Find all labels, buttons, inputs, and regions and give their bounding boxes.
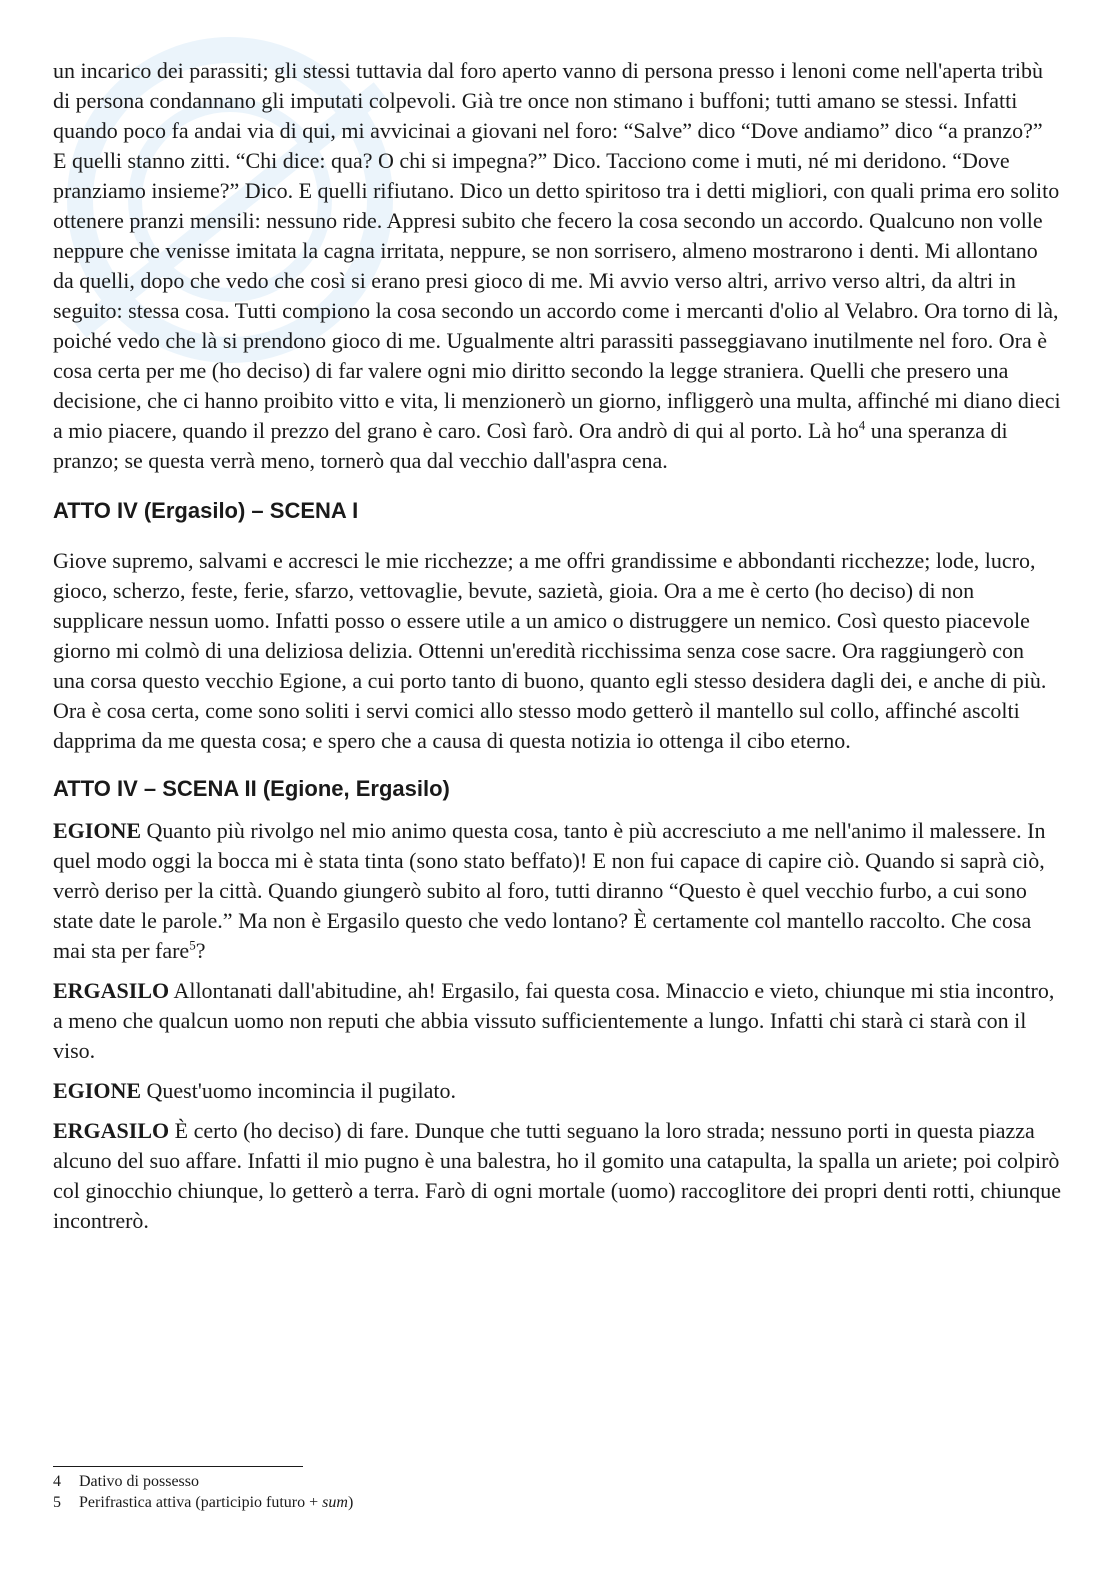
footnote-ref-4[interactable]: 4	[858, 417, 866, 433]
footnote-ref-5[interactable]: 5	[189, 937, 196, 953]
speech-text: Allontanati dall'abitudine, ah! Ergasilo, fai questa cosa. Minaccio e vieto, chiunque mi stia incontro, a meno che qualcun uomo non reputi che abbia vissuto sufficientemente a lungo. Infatti chi starà ci starà con il viso.	[53, 978, 1055, 1063]
intro-paragraph	[53, 56, 1061, 476]
speech-ergasilo-2	[53, 1116, 1061, 1236]
footnote-number: 5	[53, 1494, 61, 1511]
speaker-name: ERGASILO	[53, 1118, 170, 1143]
speech-egione-2	[53, 1076, 1061, 1106]
speech-text: Quanto più rivolgo nel mio animo questa cosa, tanto è più accresciuto a me nell'animo il malessere. In quel modo oggi la bocca mi è stata tinta (sono stato beffato)! E non fui capace di capire ciò. Quando si saprà ciò, verrò deriso per la città. Quando giungerò subito al foro, tutti diranno “Questo è quel vecchio furbo, a cui sono state date le parole.” Ma non è Ergasilo questo che vedo lontano? È certamente col mantello raccolto. Che cosa mai sta per fare	[53, 818, 1046, 963]
footnotes	[53, 1466, 653, 1513]
footnote-italic: sum	[322, 1494, 348, 1511]
scena-i-paragraph: Giove supremo, salvami e accresci le mie ricchezze; a me offri grandissime e abbondanti ricchezze; lode, lucro, gioco, scherzo, feste, ferie, sfarzo, vettovaglie, bevute, sazietà, gioia. Ora a me è certo (ho deciso) di non supplicare nessun uomo. Infatti posso o essere utile a un amico o distruggere un nemico. Così questo piacevole giorno mi colmò di una deliziosa delizia. Ottenni un'eredità ricchissima senza cose sacre. Ora raggiungerò con una corsa questo vecchio Egione, a cui porto tanto di buono, quanto egli stesso desidera dagli dei, e anche di più. Ora è cosa certa, come sono soliti i servi comici allo stesso modo getterò il mantello sul collo, affinché ascolti dapprima da me questa cosa; e spero che a causa di questa notizia io ottenga il cibo eterno.	[53, 548, 1047, 753]
intro-text: un incarico dei parassiti; gli stessi tuttavia dal foro aperto vanno di persona presso i lenoni come nell'aperta tribù di persona condannano gli imputati colpevoli. Già tre once non stimano i buffoni; tutti amano se stessi. Infatti quando poco fa andai via di qui, mi avvicinai a giovani nel foro: “Salve” dico “Dove andiamo” dico “a pranzo?” E quelli stanno zitti. “Chi dice: qua? O chi si impegna?” Dico. Tacciono come i muti, né mi deridono. “Dove pranziamo insieme?” Dico. E quelli rifiutano. Dico un detto spiritoso tra i detti migliori, con quali prima ero solito ottenere pranzi mensili: nessuno ride. Appresi subito che fecero la cosa secondo un accordo. Qualcuno non volle neppure che venisse imitata la cagna irritata, neppure, se non sorrisero, almeno mostrarono i denti. Mi allontano da quelli, dopo che vedo che così si erano presi gioco di me. Mi avvio verso altri, arrivo verso altri, da altri in seguito: stessa cosa. Tutti compiono la cosa secondo un accordo come i mercanti d'olio al Velabro. Ora torno di là, poiché vedo che là si prendono gioco di me. Ugualmente altri parassiti passeggiavano inutilmente nel foro. Ora è cosa certa per me (ho deciso) di far valere ogni mio diritto secondo la legge straniera. Quelli che presero una decisione, che ci hanno proibito vitto e vita, li menzionerò un giorno, infliggerò una multa, affinché mi diano dieci a mio piacere, quando il prezzo del grano è caro. Così farò. Ora andrò di qui al porto. Là ho	[53, 58, 1061, 443]
footnote-text: Dativo di possesso	[79, 1473, 199, 1490]
heading-atto-iv-scena-ii: ATTO IV – SCENA II (Egione, Ergasilo)	[53, 776, 450, 801]
document-page	[53, 56, 1061, 1246]
heading-atto-iv-scena-i: ATTO IV (Ergasilo) – SCENA I	[53, 498, 359, 523]
speech-text: Quest'uomo incomincia il pugilato.	[141, 1078, 457, 1103]
speaker-name: EGIONE	[53, 818, 142, 843]
footnote-divider	[53, 1466, 303, 1467]
speaker-name: EGIONE	[53, 1078, 142, 1103]
speech-ergasilo-1	[53, 976, 1061, 1066]
speech-text-end: ?	[195, 938, 206, 963]
speech-text: È certo (ho deciso) di fare. Dunque che tutti seguano la loro strada; nessuno porti in questa piazza alcuno del suo affare. Infatti il mio pugno è una balestra, ho il gomito una catapulta, la spalla un ariete; poi colpirò col ginocchio chiunque, lo getterò a terra. Farò di ogni mortale (uomo) raccoglitore dei propri denti rotti, chiunque incontrerò.	[53, 1118, 1062, 1233]
footnote-number: 4	[53, 1473, 61, 1490]
intro-text-end: una speranza di pranzo; se questa verrà meno, tornerò qua dal vecchio dall'aspra cena.	[53, 418, 1008, 473]
footnote-text: Perifrastica attiva (participio futuro +	[79, 1494, 323, 1511]
speaker-name: ERGASILO	[53, 978, 170, 1003]
speech-egione-1	[53, 816, 1061, 966]
footnote-5	[53, 1492, 653, 1513]
footnote-4	[53, 1471, 653, 1492]
footnote-text-end: )	[347, 1494, 354, 1511]
